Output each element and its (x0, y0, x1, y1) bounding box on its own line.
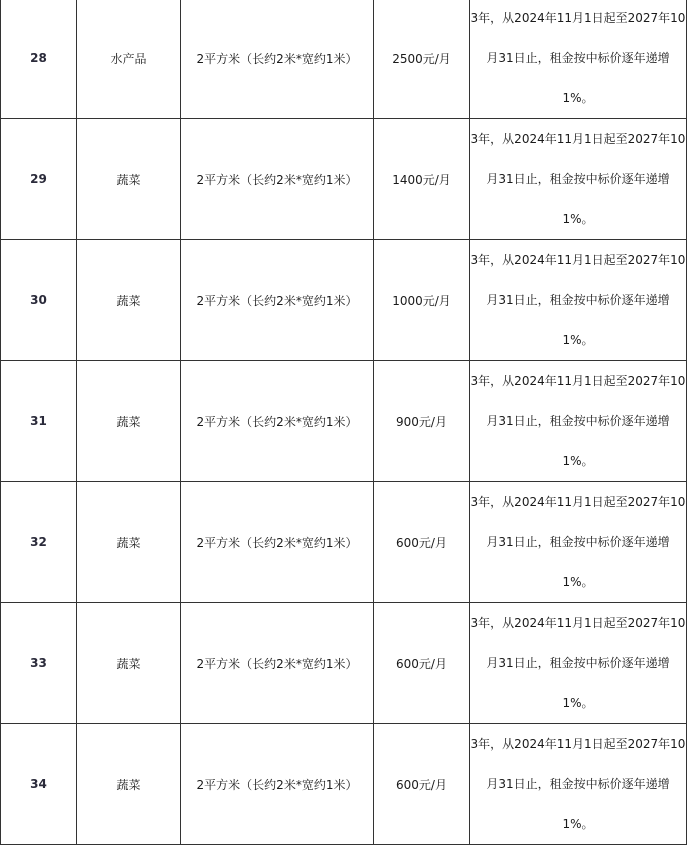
lease-term-line: 1%。 (562, 91, 594, 105)
lease-term (470, 482, 687, 603)
lease-term-line: 3年，从2024年11月1日起至2027年10 (470, 132, 686, 146)
lease-term-line: 月31日止，租金按中标价逐年递增 (486, 414, 670, 428)
rent-price: 900元/月 (374, 361, 470, 482)
table-row (1, 240, 687, 361)
stall-number: 28 (1, 0, 77, 119)
table-row (1, 603, 687, 724)
table-row (1, 0, 687, 119)
lease-term (470, 724, 687, 845)
lease-term (470, 0, 687, 119)
lease-term (470, 603, 687, 724)
table-row (1, 361, 687, 482)
stall-area: 2平方米（长约2米*宽约1米） (181, 724, 374, 845)
lease-term (470, 119, 687, 240)
rent-price: 600元/月 (374, 724, 470, 845)
lease-term-line: 月31日止，租金按中标价逐年递增 (486, 172, 670, 186)
rent-price: 1400元/月 (374, 119, 470, 240)
stall-area: 2平方米（长约2米*宽约1米） (181, 361, 374, 482)
lease-term-line: 1%。 (562, 575, 594, 589)
rent-price: 2500元/月 (374, 0, 470, 119)
product-type: 蔬菜 (77, 603, 181, 724)
lease-term-line: 3年，从2024年11月1日起至2027年10 (470, 737, 686, 751)
lease-term-line: 3年，从2024年11月1日起至2027年10 (470, 253, 686, 267)
lease-term-line: 1%。 (562, 454, 594, 468)
stall-number: 33 (1, 603, 77, 724)
stall-area: 2平方米（长约2米*宽约1米） (181, 240, 374, 361)
lease-term-line: 3年，从2024年11月1日起至2027年10 (470, 495, 686, 509)
lease-term-line: 1%。 (562, 212, 594, 226)
lease-term-line: 月31日止，租金按中标价逐年递增 (486, 51, 670, 65)
rent-price: 600元/月 (374, 603, 470, 724)
lease-term-line: 3年，从2024年11月1日起至2027年10 (470, 11, 686, 25)
lease-term-line: 1%。 (562, 817, 594, 831)
table-row (1, 119, 687, 240)
table-row (1, 724, 687, 845)
stall-area: 2平方米（长约2米*宽约1米） (181, 0, 374, 119)
product-type: 蔬菜 (77, 361, 181, 482)
lease-term (470, 240, 687, 361)
stall-area: 2平方米（长约2米*宽约1米） (181, 119, 374, 240)
stall-number: 29 (1, 119, 77, 240)
stall-area: 2平方米（长约2米*宽约1米） (181, 482, 374, 603)
product-type: 蔬菜 (77, 482, 181, 603)
lease-term-line: 1%。 (562, 696, 594, 710)
lease-term (470, 361, 687, 482)
stall-number: 31 (1, 361, 77, 482)
lease-term-line: 月31日止，租金按中标价逐年递增 (486, 535, 670, 549)
lease-term-line: 3年，从2024年11月1日起至2027年10 (470, 374, 686, 388)
lease-term-line: 月31日止，租金按中标价逐年递增 (486, 293, 670, 307)
rent-price: 600元/月 (374, 482, 470, 603)
product-type: 蔬菜 (77, 240, 181, 361)
stall-area: 2平方米（长约2米*宽约1米） (181, 603, 374, 724)
lease-term-line: 1%。 (562, 333, 594, 347)
stall-number: 32 (1, 482, 77, 603)
product-type: 蔬菜 (77, 724, 181, 845)
lease-term-line: 3年，从2024年11月1日起至2027年10 (470, 616, 686, 630)
table-row (1, 482, 687, 603)
lease-term-line: 月31日止，租金按中标价逐年递增 (486, 656, 670, 670)
product-type: 水产品 (77, 0, 181, 119)
product-type: 蔬菜 (77, 119, 181, 240)
rent-price: 1000元/月 (374, 240, 470, 361)
stall-number: 34 (1, 724, 77, 845)
stall-number: 30 (1, 240, 77, 361)
lease-term-line: 月31日止，租金按中标价逐年递增 (486, 777, 670, 791)
